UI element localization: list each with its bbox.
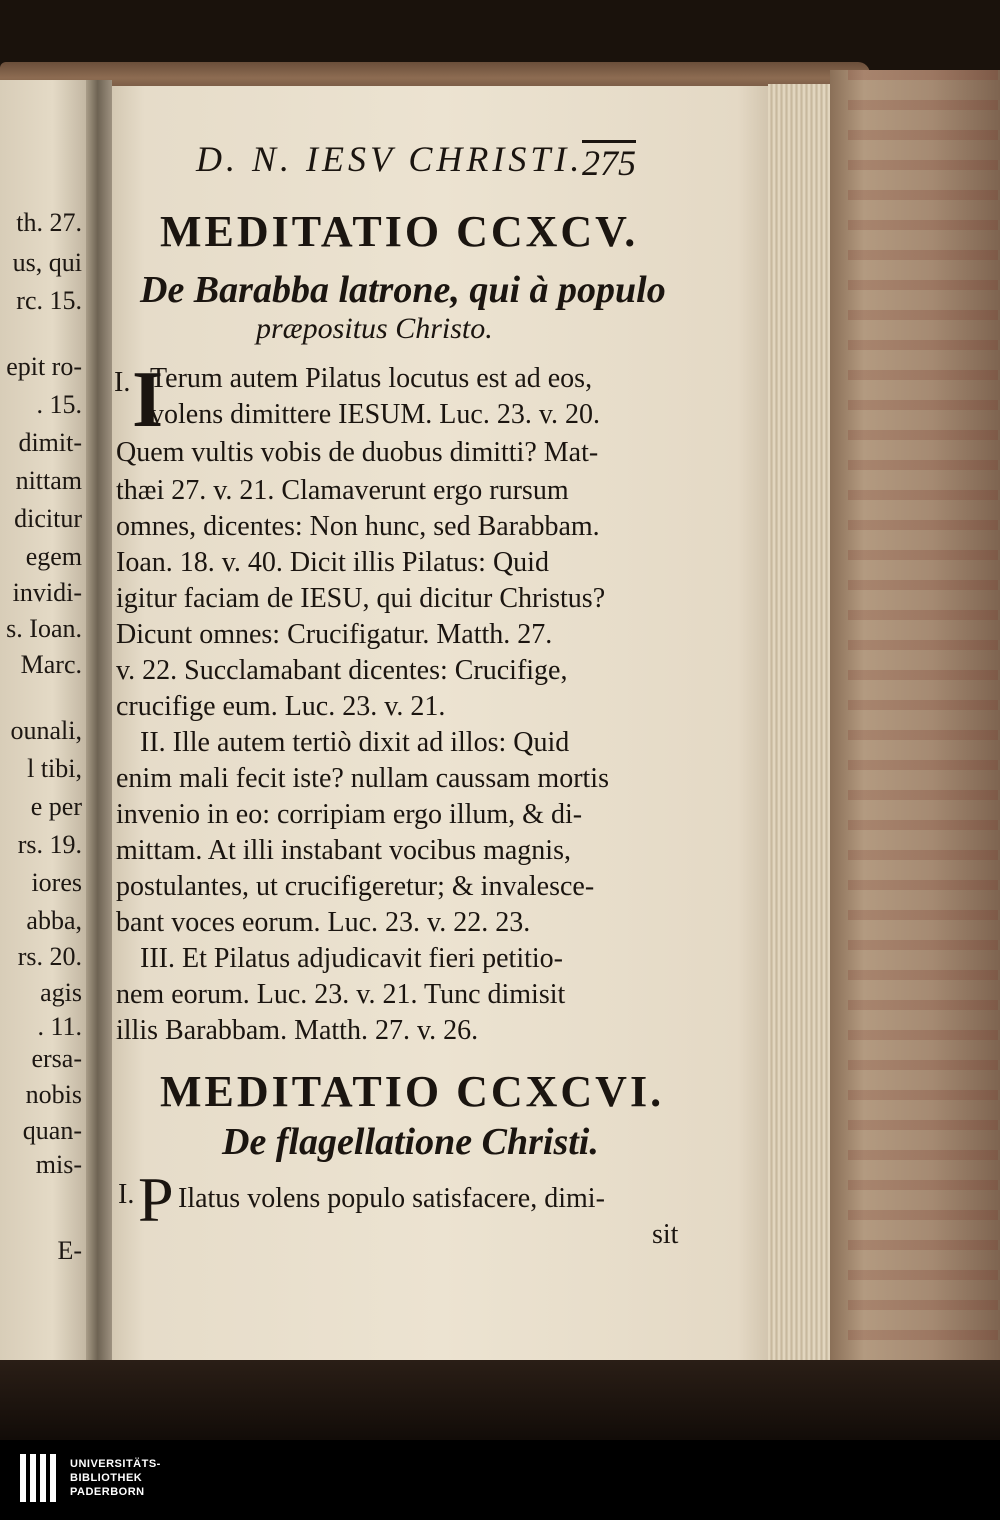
left-page-fragment: rs. 20.	[17, 942, 82, 971]
meditation-subtitle-continued: præpositus Christo.	[256, 312, 493, 345]
left-page-fragment: nittam	[15, 466, 82, 495]
meditation-subtitle: De Barabba latrone, qui à populo	[140, 269, 666, 311]
left-page-fragment: abba,	[26, 906, 82, 935]
library-name-line: BIBLIOTHEK	[70, 1472, 143, 1484]
meditation-title: MEDITATIO CCXCV.	[160, 207, 639, 256]
body-line: Terum autem Pilatus locutus est ad eos,	[150, 363, 593, 394]
catchword: sit	[652, 1219, 679, 1250]
left-page-fragment: . 11.	[37, 1012, 82, 1041]
body-line: Ilatus volens populo satisfacere, dimi-	[178, 1183, 605, 1214]
drop-cap: I	[132, 356, 164, 444]
body-line: igitur faciam de IESU, qui dicitur Christus?	[116, 583, 606, 614]
left-page-fragment: s. Ioan.	[6, 614, 82, 643]
left-page-fragment: th. 27.	[16, 208, 82, 237]
left-page-fragment: epit ro-	[6, 352, 82, 381]
spine-pattern	[848, 70, 998, 1360]
body-line: III. Et Pilatus adjudicavit fieri petitio-	[140, 943, 563, 974]
left-page-fragment: egem	[25, 542, 82, 571]
section-numeral: I.	[118, 1179, 135, 1210]
library-footer	[0, 1440, 1000, 1520]
left-page-fragment: quan-	[22, 1116, 82, 1145]
body-line: v. 22. Succlamabant dicentes: Crucifige,	[116, 655, 568, 686]
left-page-fragment: iores	[31, 868, 82, 897]
library-logo-icon	[20, 1454, 64, 1502]
left-page-fragment: dimit-	[18, 428, 82, 457]
body-line: enim mali fecit iste? nullam caussam mortis	[116, 763, 609, 794]
left-page-fragment: e per	[30, 792, 82, 821]
body-line: mittam. At illi instabant vocibus magnis,	[116, 835, 571, 866]
body-line: crucifige eum. Luc. 23. v. 21.	[116, 691, 446, 722]
body-line: postulantes, ut crucifigeretur; & invalesce-	[116, 871, 595, 902]
left-page-fragment: . 15.	[36, 390, 82, 419]
left-page-fragment: nobis	[25, 1080, 82, 1109]
section-numeral: I.	[114, 367, 131, 398]
bottom-shadow	[0, 1360, 1000, 1440]
left-page-fragment: rs. 19.	[17, 830, 82, 859]
left-page-fragment: dicitur	[14, 504, 82, 533]
left-page-fragment: Marc.	[20, 650, 82, 679]
body-line: II. Ille autem tertiò dixit ad illos: Quid	[140, 727, 570, 758]
book-gutter	[86, 80, 112, 1370]
library-name-line: PADERBORN	[70, 1486, 145, 1498]
page-edges	[768, 84, 832, 1366]
body-line: bant voces eorum. Luc. 23. v. 22. 23.	[116, 907, 531, 938]
meditation-title: MEDITATIO CCXCVI.	[160, 1067, 665, 1116]
body-line: nem eorum. Luc. 23. v. 21. Tunc dimisit	[116, 979, 566, 1010]
body-line: Quem vultis vobis de duobus dimitti? Mat-	[116, 437, 599, 468]
body-line: Ioan. 18. v. 40. Dicit illis Pilatus: Quid	[116, 547, 549, 578]
left-page-fragment: ersa-	[31, 1044, 82, 1073]
page-number: 275	[582, 143, 636, 183]
left-page-fragment: rc. 15.	[16, 286, 82, 315]
left-page-fragment: ounali,	[10, 716, 82, 745]
body-line: invenio in eo: corripiam ergo illum, & di-	[116, 799, 583, 830]
left-page-fragment: invidi-	[12, 578, 82, 607]
left-page-fragment: us, qui	[12, 248, 82, 277]
meditation-subtitle: De flagellatione Christi.	[222, 1121, 599, 1163]
body-line: volens dimittere IESUM. Luc. 23. v. 20.	[150, 399, 601, 430]
body-line: omnes, dicentes: Non hunc, sed Barabbam.	[116, 511, 600, 542]
left-page-fragment: mis-	[35, 1150, 82, 1179]
left-page-fragment: l tibi,	[27, 754, 82, 783]
book-spine	[830, 70, 1000, 1360]
left-page-fragment: agis	[40, 978, 82, 1007]
body-line: thæi 27. v. 21. Clamaverunt ergo rursum	[116, 475, 569, 506]
running-head: D. N. IESV CHRISTI.	[196, 139, 584, 179]
body-line: Dicunt omnes: Crucifigatur. Matth. 27.	[116, 619, 553, 650]
left-page-fragment: E-	[57, 1236, 82, 1265]
library-name-line: UNIVERSITÄTS-	[70, 1458, 161, 1470]
body-line: illis Barabbam. Matth. 27. v. 26.	[116, 1015, 479, 1046]
drop-cap: P	[138, 1164, 174, 1235]
